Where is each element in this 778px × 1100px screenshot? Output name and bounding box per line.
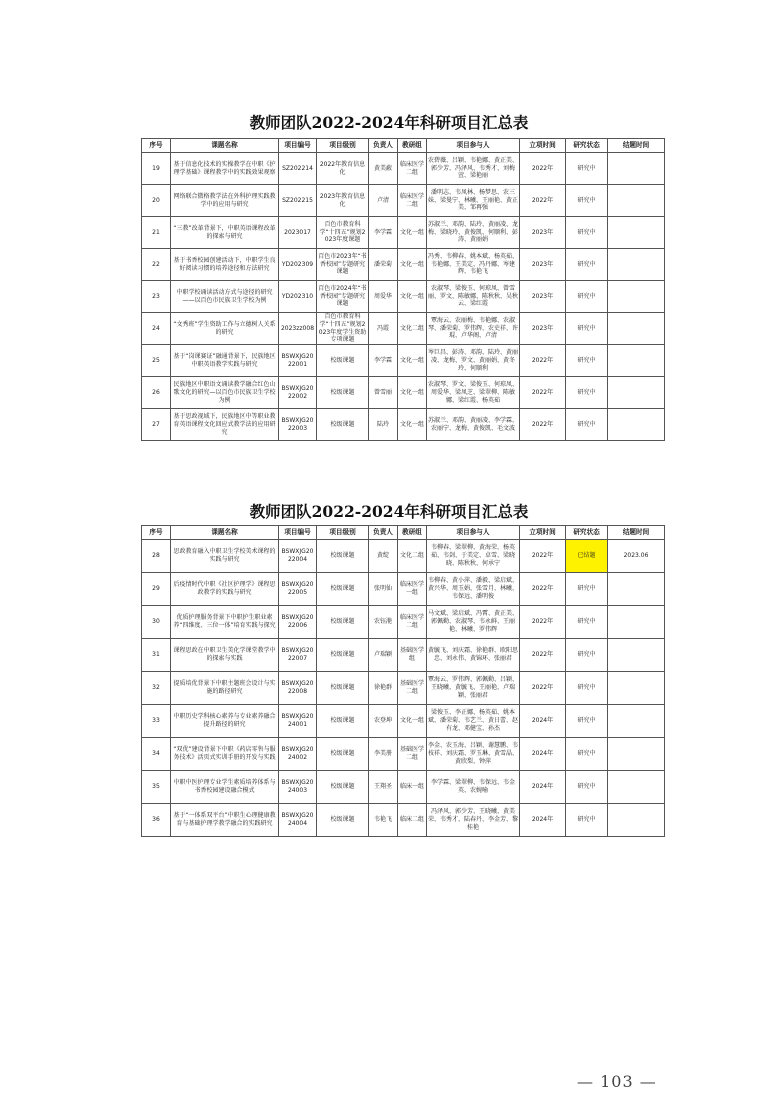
header-year: 立项时间 <box>520 526 566 540</box>
cell-group: 文化一组 <box>398 249 427 281</box>
cell-end-date <box>608 217 665 249</box>
cell-project-code: BSWXJG2022005 <box>279 573 317 606</box>
cell-start-year: 2022年 <box>520 345 566 377</box>
cell-project-code: BSWXJG2022006 <box>279 606 317 639</box>
header-year: 立项时间 <box>520 139 566 153</box>
header-people: 项目参与人 <box>427 526 520 540</box>
cell-no: 35 <box>142 771 171 804</box>
cell-status: 研究中 <box>566 281 608 313</box>
cell-no: 26 <box>142 377 171 409</box>
cell-end-date <box>608 313 665 345</box>
cell-no: 25 <box>142 345 171 377</box>
cell-project-code: YD202310 <box>279 281 317 313</box>
table-row <box>142 185 665 217</box>
cell-level: 2023年教育信息化 <box>317 185 369 217</box>
cell-start-year: 2022年 <box>520 573 566 606</box>
cell-start-year: 2022年 <box>520 185 566 217</box>
cell-end-date: 2023.06 <box>608 540 665 573</box>
cell-participants: 梁俊玉、李正娜、杨英茹、姚本斌、潘荣菊、韦艺兰、黄日蕾、赵有龙、邓健宝、孙杰 <box>427 705 520 738</box>
cell-group: 文化一组 <box>398 281 427 313</box>
cell-participants: 李金、农玉海、吕颖、谢慧鹏、韦枝祥、刘庆霜、罗玉琳、黄雪晶、黄欣梨、钟萍 <box>427 738 520 771</box>
cell-participants: 苏淑兰、邓韵、陆玲、黄丽凌、龙梅、梁晓玲、黄俊凯、何顺利、彭涛、黄丽娟 <box>427 217 520 249</box>
table-row <box>142 153 665 185</box>
cell-project-name: 思政教育融入中职卫生学校美术课程的实践与研究 <box>171 540 279 573</box>
cell-project-name: 课程思政在中职卫生美化学课堂教学中的探索与实践 <box>171 639 279 672</box>
cell-start-year: 2022年 <box>520 606 566 639</box>
cell-project-name: “三教”改革背景下，中职英语课程改革的探索与研究 <box>171 217 279 249</box>
cell-project-code: BSWXJG2024002 <box>279 738 317 771</box>
cell-group: 文化一组 <box>398 345 427 377</box>
cell-end-date <box>608 281 665 313</box>
header-leader: 负责人 <box>369 526 398 540</box>
cell-leader: 韦艳飞 <box>369 804 398 837</box>
header-group: 教研组 <box>398 526 427 540</box>
cell-leader: 黄美蔽 <box>369 153 398 185</box>
table-row <box>142 738 665 771</box>
cell-status: 研究中 <box>566 606 608 639</box>
header-group: 教研组 <box>398 139 427 153</box>
cell-project-name: 民族地区中职语文诵读教学融合红色山歌文化的研究—以百色市民族卫生学校为例 <box>171 377 279 409</box>
cell-end-date <box>608 345 665 377</box>
page-number: — 103 — <box>577 1072 657 1091</box>
cell-no: 23 <box>142 281 171 313</box>
cell-end-date <box>608 606 665 639</box>
cell-level: 校级课题 <box>317 540 369 573</box>
cell-no: 36 <box>142 804 171 837</box>
cell-group: 临床一组 <box>398 771 427 804</box>
cell-project-name: 提质培优背景下中职主题班会设计与实施的路径研究 <box>171 672 279 705</box>
header-code: 项目编号 <box>279 139 317 153</box>
cell-end-date <box>608 705 665 738</box>
header-level: 项目级别 <box>317 139 369 153</box>
cell-level: 校级课题 <box>317 672 369 705</box>
cell-project-name: 后疫情时代中职《社区护理学》课程思政教学的实践与研究 <box>171 573 279 606</box>
cell-leader: 李美册 <box>369 738 398 771</box>
header-end: 结题时间 <box>608 139 665 153</box>
cell-level: 校级课题 <box>317 345 369 377</box>
cell-status: 研究中 <box>566 153 608 185</box>
cell-end-date <box>608 804 665 837</box>
cell-group: 文化一组 <box>398 377 427 409</box>
cell-status: 已结题 <box>566 540 608 573</box>
cell-no: 24 <box>142 313 171 345</box>
cell-status: 研究中 <box>566 409 608 441</box>
cell-participants: 黄毓飞、刘庆霜、徐艳群、欧阳思忠、刘永伟、黄锦环、张丽君 <box>427 639 520 672</box>
cell-project-code: BSWXJG2024004 <box>279 804 317 837</box>
cell-leader: 农登坤 <box>369 705 398 738</box>
table-row <box>142 249 665 281</box>
cell-level: 校级课题 <box>317 606 369 639</box>
cell-level: 校级课题 <box>317 573 369 606</box>
cell-status: 研究中 <box>566 249 608 281</box>
cell-end-date <box>608 672 665 705</box>
cell-group: 临床医学一组 <box>398 573 427 606</box>
cell-group: 基础医学二组 <box>398 738 427 771</box>
header-status: 研究状态 <box>566 139 608 153</box>
cell-no: 21 <box>142 217 171 249</box>
cell-project-code: BSWXJG2022002 <box>279 377 317 409</box>
cell-level: 校级课题 <box>317 409 369 441</box>
cell-level: 百色市教育科学“十四五”规划2023年度学生资助专项课题 <box>317 313 369 345</box>
header-code: 项目编号 <box>279 526 317 540</box>
cell-participants: 覃海云、农丽梅、韦艳娜、农淑琴、潘荣菊、罗伟辉、农史祥、许琨、卢华阁、卢清 <box>427 313 520 345</box>
cell-end-date <box>608 409 665 441</box>
table-body-1 <box>142 153 665 441</box>
cell-leader: 李学霖 <box>369 345 398 377</box>
cell-participants: 李学霖、梁翠柳、韦保远、韦金英、农婉喻 <box>427 771 520 804</box>
cell-no: 32 <box>142 672 171 705</box>
cell-start-year: 2023年 <box>520 281 566 313</box>
cell-project-name: “文秀班”学生资助工作与立德树人关系的研究 <box>171 313 279 345</box>
cell-group: 临床医学二组 <box>398 606 427 639</box>
cell-group: 临床医学二组 <box>398 185 427 217</box>
cell-group: 临床二组 <box>398 804 427 837</box>
cell-no: 20 <box>142 185 171 217</box>
cell-participants: 农淑琴、梁俊玉、何琼凤、曾雪丽、罗文、陈敏娜、陈秋秋、吴秋云、梁红霞 <box>427 281 520 313</box>
cell-leader: 冯霞 <box>369 313 398 345</box>
cell-project-name: “双优”建设背景下中职《药店零售与服务技术》活页式实训手册的开发与实践 <box>171 738 279 771</box>
cell-leader: 农钰滟 <box>369 606 398 639</box>
cell-project-name: 网络联合微格教学法在外科护理实践教学中的应用与研究 <box>171 185 279 217</box>
table-row <box>142 639 665 672</box>
cell-participants: 冯泽风、郭少芳、王晓曦、黄美荣、韦秀才、陆春丹、李金芳、黎桂艳 <box>427 804 520 837</box>
cell-project-name: 基于思政视域下，民族地区中等职业教育英语课程文化回应式教学法的应用研究 <box>171 409 279 441</box>
cell-project-name: 中职学校诵读活动方式与途径的研究——以百色市民族卫生学校为例 <box>171 281 279 313</box>
cell-participants: 潘明志、韦凤林、杨梦思、农三妹、梁曼宁、林曦、王丽艳、黄正美、邹再强 <box>427 185 520 217</box>
cell-participants: 农碧薇、吕颖、韦艳娜、黄正美、郭少芳、冯泽风、韦秀才、刘梅萱、梁艳丽 <box>427 153 520 185</box>
cell-status: 研究中 <box>566 804 608 837</box>
cell-start-year: 2023年 <box>520 313 566 345</box>
cell-project-code: BSWXJG2022003 <box>279 409 317 441</box>
cell-no: 31 <box>142 639 171 672</box>
header-name: 课题名称 <box>171 139 279 153</box>
cell-leader: 潘荣菊 <box>369 249 398 281</box>
cell-project-code: BSWXJG2022001 <box>279 345 317 377</box>
cell-start-year: 2024年 <box>520 738 566 771</box>
cell-project-name: 基于“岗课赛证”融通背景下，民族地区中职英语教学实践与研究 <box>171 345 279 377</box>
cell-level: 校级课题 <box>317 639 369 672</box>
cell-no: 33 <box>142 705 171 738</box>
cell-leader: 周爱华 <box>369 281 398 313</box>
cell-end-date <box>608 771 665 804</box>
cell-project-name: 中职中医护理专业学生素质培养体系与书香校园建设融合模式 <box>171 771 279 804</box>
header-no: 序号 <box>142 526 171 540</box>
cell-start-year: 2024年 <box>520 771 566 804</box>
cell-leader: 黄绽 <box>369 540 398 573</box>
cell-leader: 王翔圣 <box>369 771 398 804</box>
cell-start-year: 2024年 <box>520 804 566 837</box>
table-row <box>142 540 665 573</box>
cell-status: 研究中 <box>566 217 608 249</box>
cell-project-name: 基于“一体系双平台”中职生心理健康教育与基础护理学教学融合的实践研究 <box>171 804 279 837</box>
cell-project-code: 2023zz008 <box>279 313 317 345</box>
cell-no: 29 <box>142 573 171 606</box>
cell-leader: 曾雪丽 <box>369 377 398 409</box>
cell-start-year: 2023年 <box>520 249 566 281</box>
table-row <box>142 573 665 606</box>
cell-group: 文化二组 <box>398 313 427 345</box>
cell-leader: 李学霖 <box>369 217 398 249</box>
cell-participants: 苏淑兰、邓韵、黄丽凌、李学霖、农丽宁、龙梅、黄俊凯、毛文波 <box>427 409 520 441</box>
cell-status: 研究中 <box>566 573 608 606</box>
cell-start-year: 2022年 <box>520 639 566 672</box>
header-people: 项目参与人 <box>427 139 520 153</box>
cell-group: 文化一组 <box>398 705 427 738</box>
cell-project-code: BSWXJG2024003 <box>279 771 317 804</box>
cell-participants: 覃海云、罗伟辉、郭佩勤、吕颖、王晓曦、黄毓飞、王丽艳、卢瑞颖、张丽君 <box>427 672 520 705</box>
table-row <box>142 804 665 837</box>
table-row <box>142 313 665 345</box>
header-no: 序号 <box>142 139 171 153</box>
cell-status: 研究中 <box>566 639 608 672</box>
table-row <box>142 705 665 738</box>
cell-project-code: 2023017 <box>279 217 317 249</box>
cell-start-year: 2022年 <box>520 672 566 705</box>
cell-project-code: SZ202215 <box>279 185 317 217</box>
cell-group: 基础医学组 <box>398 639 427 672</box>
cell-project-name: 中职历史学科核心素养与专业素养融合提升路径的研究 <box>171 705 279 738</box>
table-header-row <box>142 526 665 540</box>
cell-level: 2022年教育信息化 <box>317 153 369 185</box>
cell-leader: 张明仙 <box>369 573 398 606</box>
cell-level: 百色市2024年“书香校园”专题研究课题 <box>317 281 369 313</box>
cell-no: 22 <box>142 249 171 281</box>
cell-participants: 韦柳春、梁翠柳、黄海荣、杨英茹、韦剑、于美定、卓雪、梁晓晓、陈秋秋、何承宁 <box>427 540 520 573</box>
table-row <box>142 377 665 409</box>
cell-group: 文化二组 <box>398 540 427 573</box>
cell-group: 文化一组 <box>398 409 427 441</box>
table-row <box>142 217 665 249</box>
cell-leader: 徐艳群 <box>369 672 398 705</box>
cell-project-code: BSWXJG2022004 <box>279 540 317 573</box>
cell-status: 研究中 <box>566 345 608 377</box>
cell-status: 研究中 <box>566 672 608 705</box>
cell-level: 校级课题 <box>317 377 369 409</box>
table-row <box>142 281 665 313</box>
cell-end-date <box>608 738 665 771</box>
header-end: 结题时间 <box>608 526 665 540</box>
cell-level: 百色市2023年“书香校园”专题研究课题 <box>317 249 369 281</box>
header-status: 研究状态 <box>566 526 608 540</box>
cell-project-name: 基于信息化技术的实操教学在中职《护理学基础》课程教学中的实践效果观察 <box>171 153 279 185</box>
cell-participants: 农淑琴、罗文、梁俊玉、何琼凤、周爱华、梁凤芝、梁翠柳、陈敏娜、梁红霞、杨英茹 <box>427 377 520 409</box>
cell-level: 校级课题 <box>317 804 369 837</box>
cell-participants: 韦柳春、黄小萍、潘毅、梁启斌、黄兴华、周玉娟、张雪月、林曦、韦保远、潘明俊 <box>427 573 520 606</box>
cell-status: 研究中 <box>566 313 608 345</box>
cell-project-code: YD202309 <box>279 249 317 281</box>
cell-project-code: SZ202214 <box>279 153 317 185</box>
cell-participants: 岑巨昌、彭涛、邓韵、陆玲、黄丽凌、龙梅、罗文、黄丽娟、黄冬玲、何顺利 <box>427 345 520 377</box>
cell-end-date <box>608 249 665 281</box>
table-header-row <box>142 139 665 153</box>
cell-end-date <box>608 153 665 185</box>
research-table-2 <box>141 525 665 837</box>
cell-status: 研究中 <box>566 705 608 738</box>
table-title-2: 教师团队2022-2024年科研项目汇总表 <box>249 502 529 521</box>
header-name: 课题名称 <box>171 526 279 540</box>
table-row <box>142 409 665 441</box>
cell-start-year: 2023年 <box>520 217 566 249</box>
cell-start-year: 2022年 <box>520 153 566 185</box>
cell-start-year: 2022年 <box>520 409 566 441</box>
cell-participants: 马文斌、梁启斌、冯霄、黄正美、郭佩勤、农淑琴、韦永鲜、王丽艳、林曦、罗伟辉 <box>427 606 520 639</box>
cell-status: 研究中 <box>566 738 608 771</box>
cell-leader: 陆玲 <box>369 409 398 441</box>
header-level: 项目级别 <box>317 526 369 540</box>
cell-group: 基础医学二组 <box>398 672 427 705</box>
cell-participants: 冯秀、韦柳春、姚本斌、杨英茹、韦艳娜、王美定、冯丹娜、岑建辉、韦艳飞 <box>427 249 520 281</box>
header-leader: 负责人 <box>369 139 398 153</box>
cell-status: 研究中 <box>566 185 608 217</box>
cell-status: 研究中 <box>566 771 608 804</box>
cell-project-code: BSWXJG2022008 <box>279 672 317 705</box>
cell-status: 研究中 <box>566 377 608 409</box>
cell-no: 27 <box>142 409 171 441</box>
cell-end-date <box>608 377 665 409</box>
table-body-2 <box>142 540 665 837</box>
cell-group: 临床医学二组 <box>398 153 427 185</box>
cell-level: 校级课题 <box>317 705 369 738</box>
cell-project-code: BSWXJG2022007 <box>279 639 317 672</box>
cell-start-year: 2024年 <box>520 705 566 738</box>
cell-project-code: BSWXJG2024001 <box>279 705 317 738</box>
cell-project-name: 基于书香校园创建活动下，中职学生良好阅读习惯的培养途径和方法研究 <box>171 249 279 281</box>
cell-leader: 卢清 <box>369 185 398 217</box>
cell-end-date <box>608 639 665 672</box>
cell-group: 文化一组 <box>398 217 427 249</box>
research-table-1 <box>141 138 665 441</box>
table-row <box>142 345 665 377</box>
cell-start-year: 2022年 <box>520 377 566 409</box>
cell-level: 百色市教育科学“十四五”规划2023年度课题 <box>317 217 369 249</box>
cell-no: 19 <box>142 153 171 185</box>
cell-no: 30 <box>142 606 171 639</box>
cell-no: 34 <box>142 738 171 771</box>
cell-level: 校级课题 <box>317 738 369 771</box>
cell-start-year: 2022年 <box>520 540 566 573</box>
table-row <box>142 771 665 804</box>
cell-leader: 卢瑞颖 <box>369 639 398 672</box>
cell-level: 校级课题 <box>317 771 369 804</box>
cell-no: 28 <box>142 540 171 573</box>
table-row <box>142 606 665 639</box>
cell-end-date <box>608 573 665 606</box>
table-title-1: 教师团队2022-2024年科研项目汇总表 <box>249 113 529 132</box>
table-row <box>142 672 665 705</box>
cell-project-name: 优质护理服务背景下中职护生职业素养“四维度、三位一体”培育实践与探究 <box>171 606 279 639</box>
cell-end-date <box>608 185 665 217</box>
